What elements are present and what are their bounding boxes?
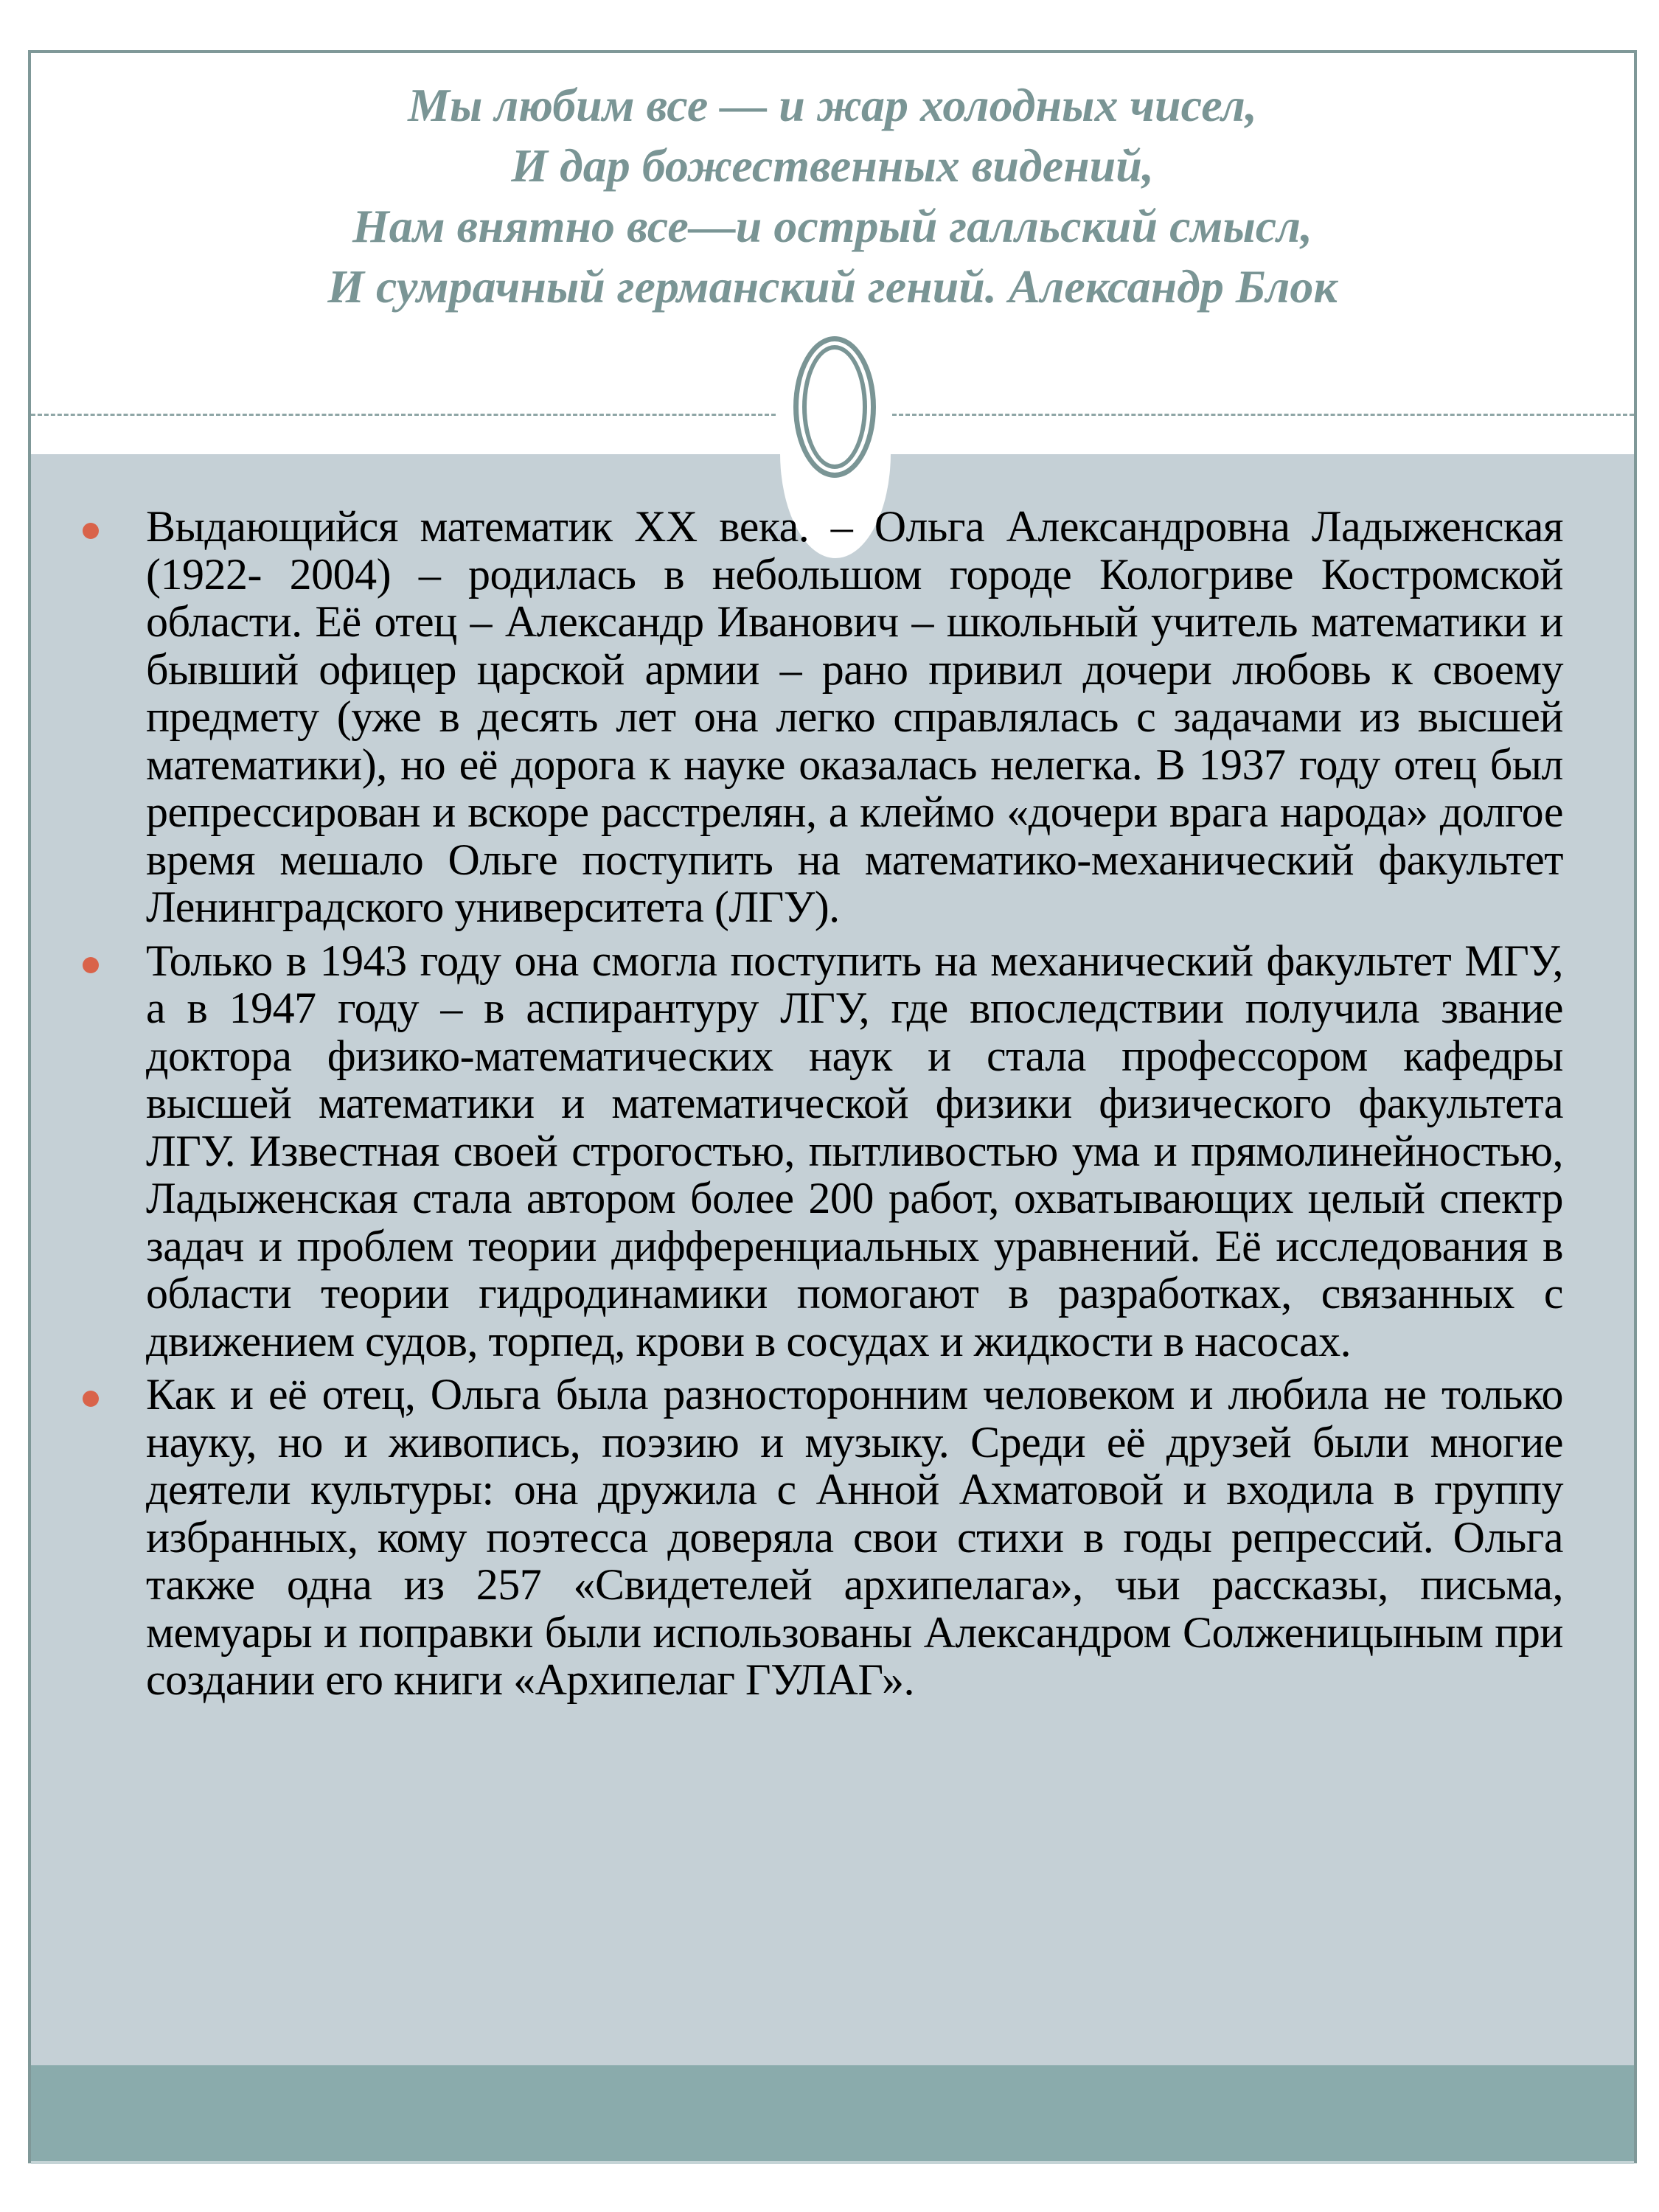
list-item [31, 937, 1634, 1366]
epigraph-line: Мы любим все — и жар холодных чисел, [408, 79, 1257, 131]
list-item-text: Как и её отец, Ольга была разносторонним человеком и любила не только науку, но и живопись, поэзию и музыку. Среди её друзей были многие деятели культуры: она дружила с Анной Ахматовой и входила в группу избранных, кому поэтесса доверяла свои стихи в годы репрессий. Ольга также одна из 257 «Свидетелей архипелага», чьи рассказы, письма, мемуары и поправки были использованы Александром Солженицыным при создании его книги «Архипелаг ГУЛАГ». [146, 1370, 1563, 1704]
list-item [31, 1371, 1634, 1704]
bullet-dot-icon [83, 957, 99, 973]
divider-dashed-left [31, 414, 776, 416]
bullet-list [31, 503, 1634, 1710]
epigraph-line: И сумрачный германский гений. Александр Блок [327, 260, 1338, 313]
bullet-dot-icon [83, 1391, 99, 1407]
list-item-text: Выдающийся математик XX века. – Ольга Александровна Ладыженская (1922- 2004) – родилась в небольшом городе Кологриве Костромской области. Её отец – Александр Иванович – школьный учитель математики и бывший офицер царской армии – рано привил дочери любовь к своему предмету (уже в десять лет она легко справлялась с задачами из высшей математики), но её дорога к науке оказалась нелегка. В 1937 году отец был репрессирован и вскоре расстрелян, а клеймо «дочери врага народа» долгое время мешало Ольге поступить на математико-механический факультет Ленинградского университета (ЛГУ). [146, 502, 1563, 931]
footer-band [31, 2065, 1634, 2161]
divider-dashed-right [892, 414, 1634, 416]
epigraph [31, 75, 1634, 317]
slide-frame [28, 50, 1637, 2163]
footer-line [31, 2161, 1634, 2164]
list-item [31, 503, 1634, 931]
epigraph-line: И дар божественных видений, [511, 139, 1154, 192]
bullet-dot-icon [83, 523, 99, 539]
epigraph-line: Нам внятно все—и острый галльский смысл, [352, 200, 1313, 252]
list-item-text: Только в 1943 году она смогла поступить на механический факультет МГУ, а в 1947 году – в аспирантуру ЛГУ, где впоследствии получила звание доктора физико-математических наук и стала профессором кафедры высшей математики и математической физики физического факультета ЛГУ. Известная своей строгостью, пытливостью ума и прямолинейностью, Ладыженская стала автором более 200 работ, охватывающих целый спектр задач и проблем теории дифференциальных уравнений. Её исследования в области теории гидродинамики помогают в разработках, связанных с движением судов, торпед, крови в сосудах и жидкости в насосах. [146, 936, 1563, 1366]
oval-ornament-inner-icon [802, 345, 867, 469]
